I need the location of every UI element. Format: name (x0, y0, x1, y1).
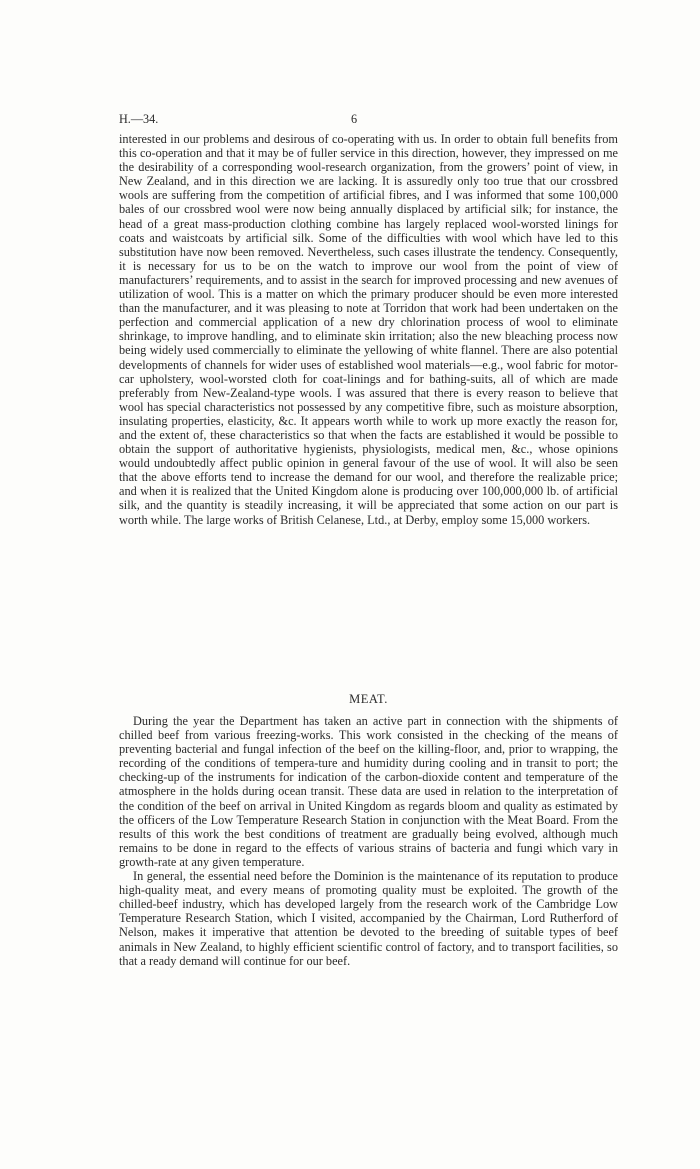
report-reference: H.—34. (119, 112, 159, 126)
page-header (119, 112, 603, 126)
section-heading-meat: MEAT. (349, 692, 388, 706)
paragraph: In general, the essential need before the Dominion is the maintenance of its reputation to produce high-quality meat, and every means of promoting quality must be exploited. The growth of the chilled-beef industry, which has developed largely from the research work of the Cambridge Low Temperature Research Station, which I visited, accompanied by the Chairman, Lord Rutherford of Nelson, makes it imperative that attention be devoted to the breeding of suitable types of beef animals in New Zealand, to highly efficient scientific control of factory, and to transport facilities, so that a ready demand will continue for our beef. (119, 869, 618, 968)
wool-section-body (119, 132, 618, 527)
page-number: 6 (351, 112, 358, 126)
paragraph: interested in our problems and desirous of co-operating with us. In order to obtain full benefits from this co-operation and that it may be of fuller service in this direction, however, they impressed on me the desirability of a corresponding wool-research organization, from the growers’ point of view, in New Zealand, and in this direction we are lacking. It is assuredly only too true that our crossbred wools are suffering from the competition of artificial fibres, and I was informed that some 100,000 bales of our crossbred wool were now being annually displaced by artificial silk; for instance, the head of a great mass-production clothing combine has largely replaced wool-worsted linings for coats and waistcoats by artificial silk. Some of the difficulties with wool which have led to this substitution have now been removed. Nevertheless, such cases illustrate the tendency. Consequently, it is necessary for us to be on the watch to improve our wool from the point of view of manufacturers’ requirements, and to assist in the search for improved processing and new avenues of utilization of wool. This is a matter on which the primary producer should be even more interested than the manufacturer, and it was pleasing to note at Torridon that work had been undertaken on the perfection and commercial application of a new dry chlorination process of wool to eliminate shrinkage, to improve handling, and to eliminate skin irritation; also the new bleaching process now being widely used commercially to eliminate the yellowing of white flannel. There are also potential developments of channels for wider uses of established wool materials—e.g., wool fabric for motor-car upholstery, wool-worsted cloth for coat-linings and for bathing-suits, all of which are made preferably from New-Zealand-type wools. I was assured that there is every reason to believe that wool has special characteristics not possessed by any competitive fibre, such as moisture absorption, insulating properties, elasticity, &c. It appears worth while to work up more exactly the reason for, and the extent of, these characteristics so that when the facts are established it would be possible to obtain the support of authoritative hygienists, physiologists, medical men, &c., whose opinions would undoubtedly affect public opinion in general favour of the use of wool. It will also be seen that the above efforts tend to increase the demand for our wool, and therefore the realizable price; and when it is realized that the United Kingdom alone is producing over 100,000,000 lb. of artificial silk, and the quantity is steadily increasing, it will be appreciated that some action on our part is worth while. The large works of British Celanese, Ltd., at Derby, employ some 15,000 workers. (119, 132, 618, 527)
paragraph: During the year the Department has taken an active part in connection with the shipments of chilled beef from various freezing-works. This work consisted in the checking of the means of preventing bacterial and fungal infection of the beef on the killing-floor, and, prior to wrapping, the recording of the conditions of tempera-ture and humidity during cooling and in transit to port; the checking-up of the instruments for indication of the carbon-dioxide content and temperature of the atmosphere in the holds during ocean transit. These data are used in relation to the interpretation of the condition of the beef on arrival in United Kingdom as regards bloom and quality as estimated by the officers of the Low Temperature Research Station in conjunction with the Meat Board. From the results of this work the best conditions of treatment are gradually being evolved, although much remains to be done in regard to the effects of various strains of bacteria and fungi which vary in growth-rate at any given temperature. (119, 714, 618, 869)
meat-section-body (119, 714, 618, 968)
